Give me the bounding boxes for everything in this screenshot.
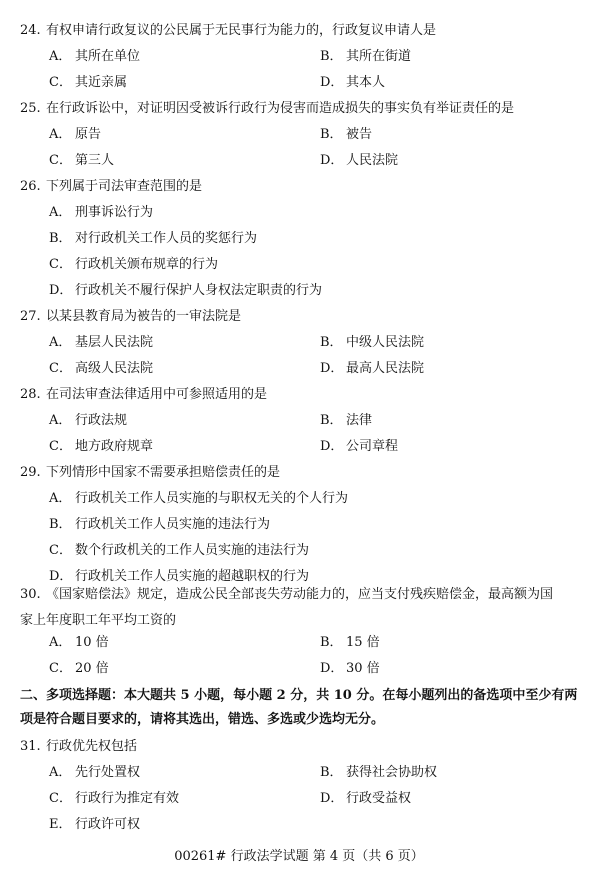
page-footer: 00261# 行政法学试题 第 4 页（共 6 页） xyxy=(174,849,424,864)
option-a: A． 基层人民法院 xyxy=(49,335,154,350)
option-a: A． 先行处置权 xyxy=(49,765,141,780)
option-a: A． 行政法规 xyxy=(49,413,128,428)
question-number: 31. xyxy=(20,739,41,754)
option-d: D． 公司章程 xyxy=(320,439,399,454)
option-c: C． 地方政府规章 xyxy=(49,439,154,454)
section-heading: 二、多项选择题：本大题共 5 小题，每小题 2 分，共 10 分。在每小题列出的备选项中至少有两项是符合题目要求的，请将其选出，错选、多选或少选均无分。 xyxy=(20,688,578,727)
question-number: 27. xyxy=(20,309,41,324)
option-a: A． 行政机关工作人员实施的与职权无关的个人行为 xyxy=(49,491,349,506)
question-31 xyxy=(20,738,580,756)
question-26 xyxy=(20,178,580,196)
option-d: D． 30 倍 xyxy=(320,661,380,676)
question-stem: 在行政诉讼中，对证明因受被诉行政行为侵害而造成损失的事实负有举证责任的是 xyxy=(46,101,515,116)
question-30 xyxy=(20,582,565,634)
option-b: B． 15 倍 xyxy=(320,635,380,650)
option-d: D． 行政机关工作人员实施的超越职权的行为 xyxy=(49,569,310,584)
option-c: C． 行政机关颁布规章的行为 xyxy=(49,257,219,272)
question-number: 25. xyxy=(20,101,41,116)
option-b: B． 获得社会协助权 xyxy=(320,765,438,780)
option-b: B． 行政机关工作人员实施的违法行为 xyxy=(49,517,271,532)
question-stem: 行政优先权包括 xyxy=(46,739,138,754)
question-29 xyxy=(20,464,580,482)
question-stem: 下列属于司法审查范围的是 xyxy=(46,179,203,194)
option-b: B． 其所在街道 xyxy=(320,49,412,64)
option-c: C． 高级人民法院 xyxy=(49,361,154,376)
question-stem: 有权申请行政复议的公民属于无民事行为能力的，行政复议申请人是 xyxy=(46,23,437,38)
option-c: C． 其近亲属 xyxy=(49,75,128,90)
option-a: A． 刑事诉讼行为 xyxy=(49,205,154,220)
option-c: C． 行政行为推定有效 xyxy=(49,791,180,806)
question-27 xyxy=(20,308,580,326)
question-24 xyxy=(20,22,580,40)
option-d: D． 最高人民法院 xyxy=(320,361,425,376)
question-25 xyxy=(20,100,580,118)
option-b: B． 法律 xyxy=(320,413,373,428)
option-e: E． 行政许可权 xyxy=(49,817,141,832)
question-number: 24. xyxy=(20,23,41,38)
option-c: C． 数个行政机关的工作人员实施的违法行为 xyxy=(49,543,310,558)
question-number: 29. xyxy=(20,465,41,480)
question-number: 26. xyxy=(20,179,41,194)
option-a: A． 其所在单位 xyxy=(49,49,141,64)
option-c: C． 第三人 xyxy=(49,153,115,168)
option-b: B． 被告 xyxy=(320,127,373,142)
question-stem: 以某县教育局为被告的一审法院是 xyxy=(46,309,242,324)
question-number: 30. xyxy=(20,587,41,602)
option-d: D． 其本人 xyxy=(320,75,386,90)
question-stem: 《国家赔偿法》规定，造成公民全部丧失劳动能力的，应当支付残疾赔偿金，最高额为国家上年度职工年平均工资的 xyxy=(20,587,554,628)
option-b: B． 中级人民法院 xyxy=(320,335,425,350)
option-b: B． 对行政机关工作人员的奖惩行为 xyxy=(49,231,258,246)
question-28 xyxy=(20,386,580,404)
option-d: D． 人民法院 xyxy=(320,153,399,168)
question-stem: 在司法审查法律适用中可参照适用的是 xyxy=(46,387,268,402)
option-d: D． 行政机关不履行保护人身权法定职责的行为 xyxy=(49,283,323,298)
option-a: A． 原告 xyxy=(49,127,102,142)
question-number: 28. xyxy=(20,387,41,402)
option-d: D． 行政受益权 xyxy=(320,791,412,806)
option-a: A． 10 倍 xyxy=(49,635,109,650)
question-stem: 下列情形中国家不需要承担赔偿责任的是 xyxy=(46,465,281,480)
option-c: C． 20 倍 xyxy=(49,661,109,676)
